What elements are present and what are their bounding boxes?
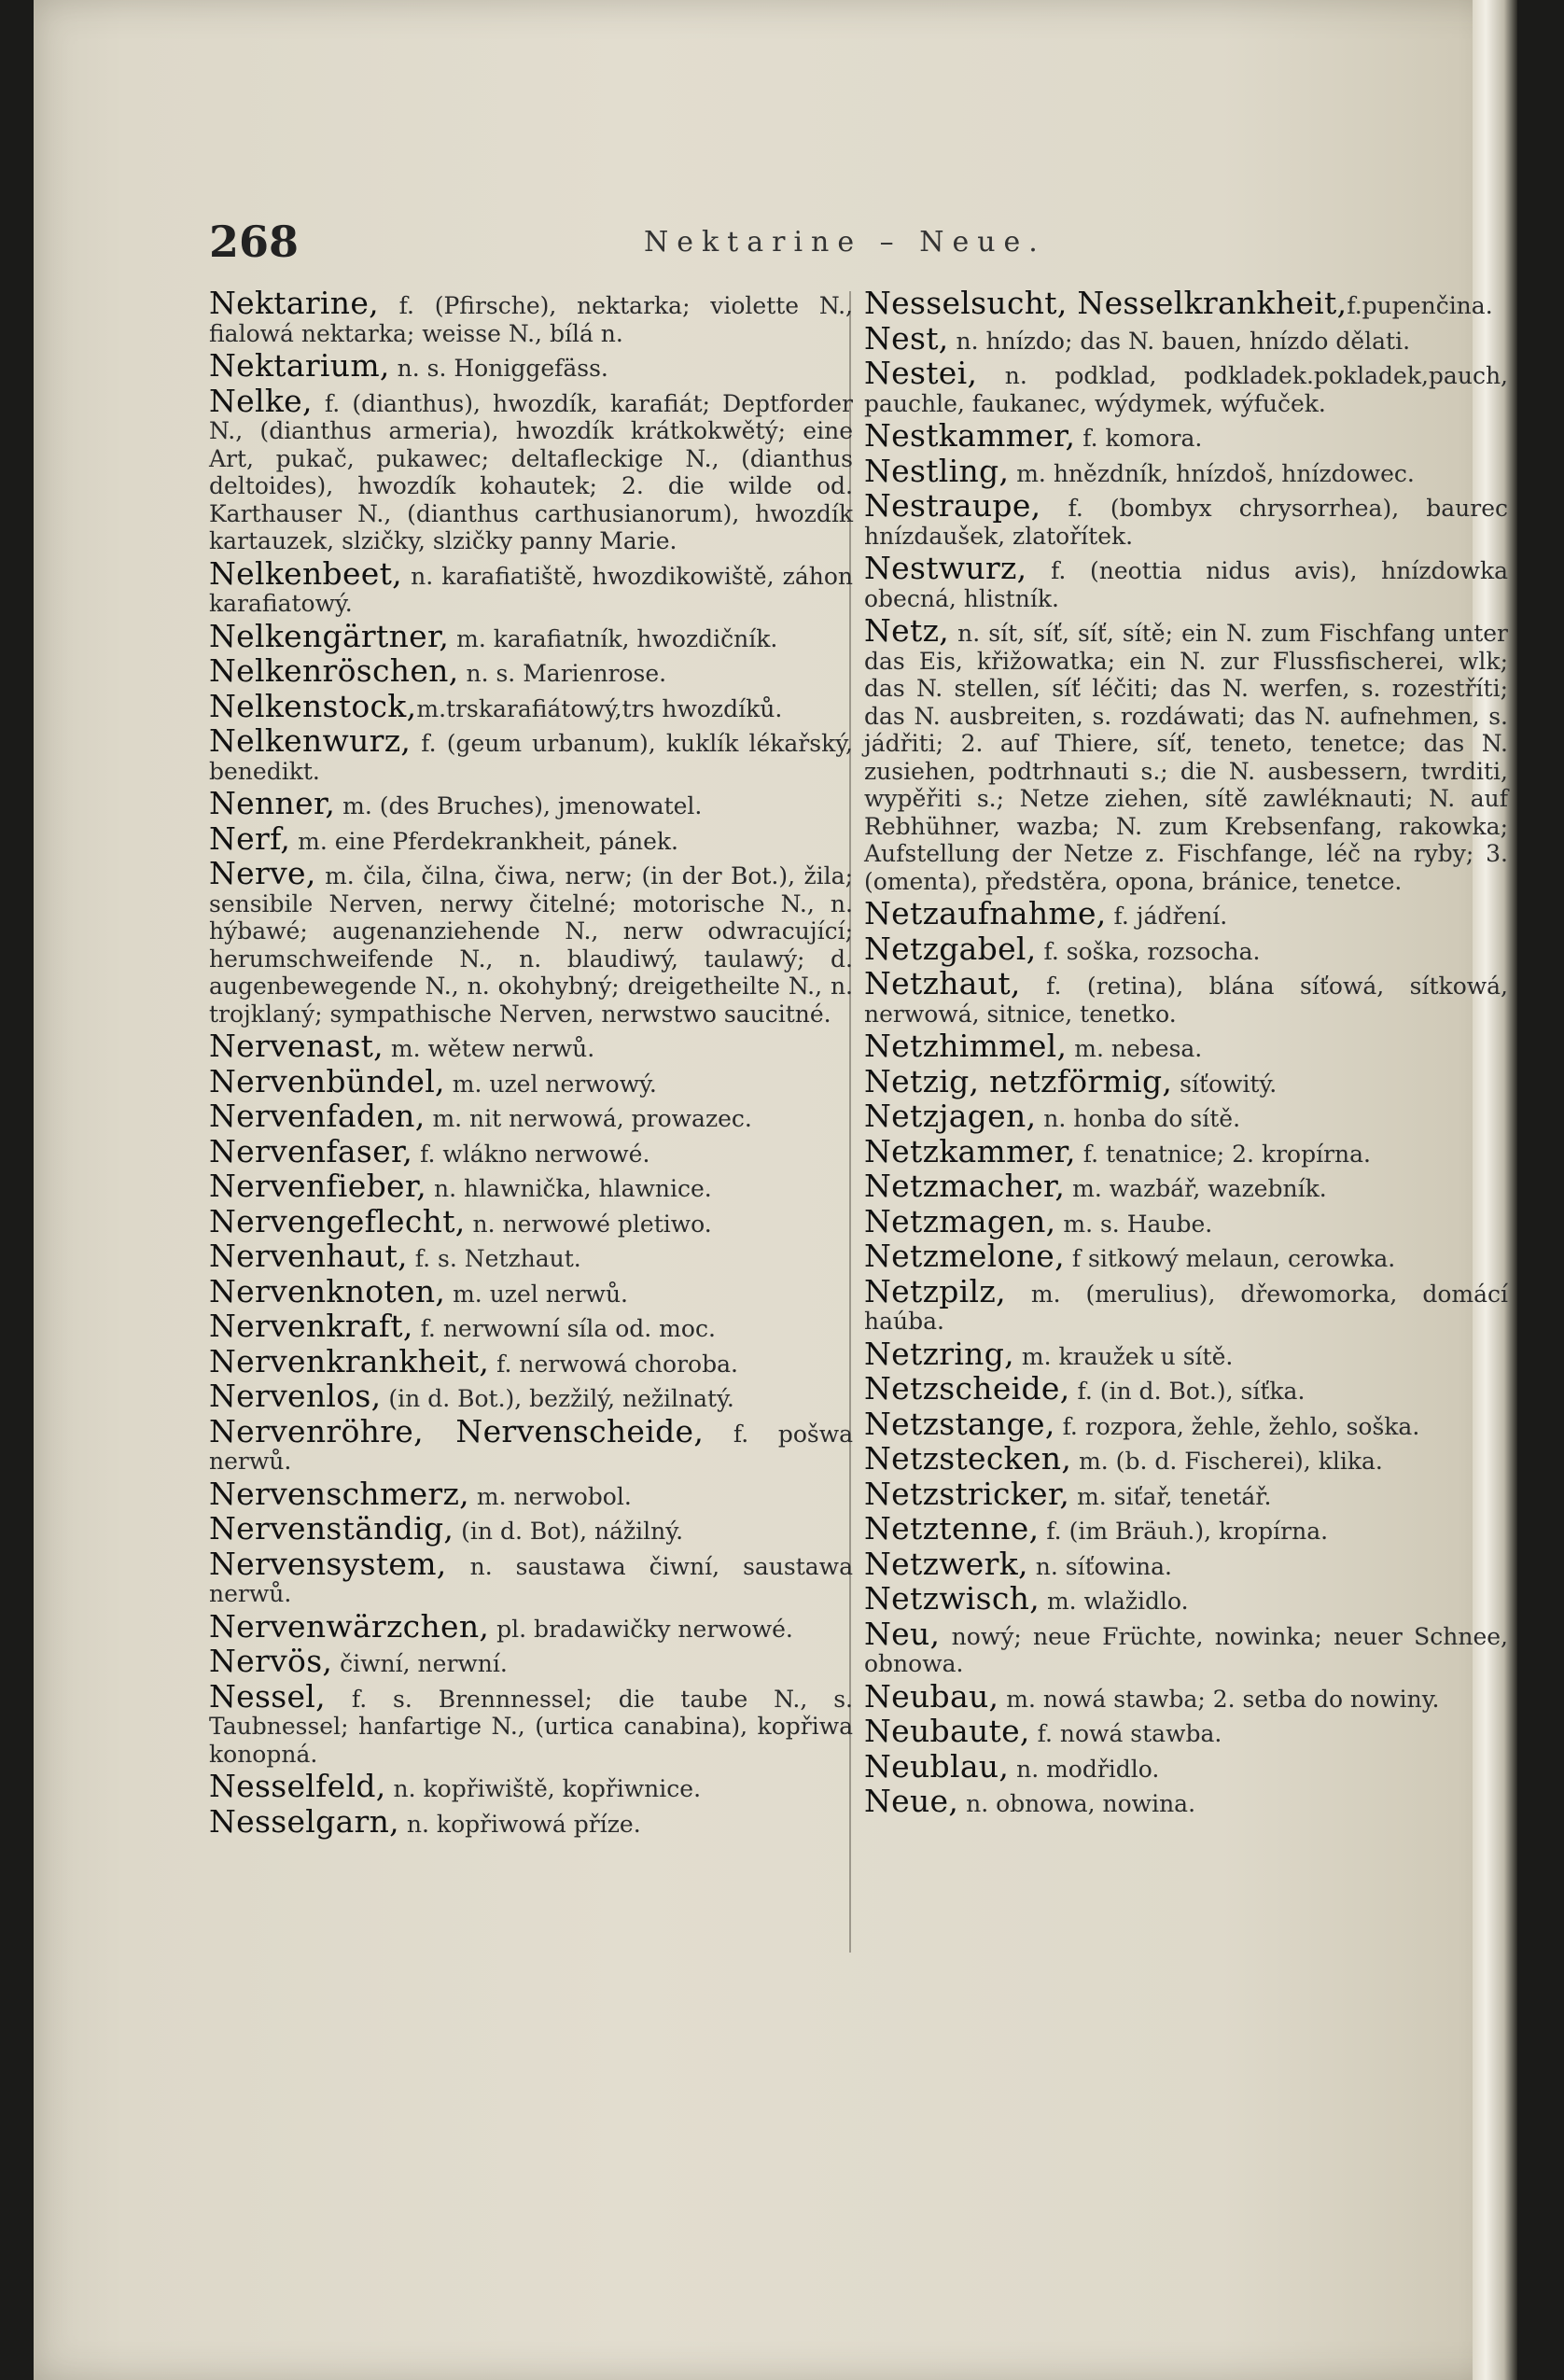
dictionary-entry: [209, 652, 853, 689]
dictionary-entry: [864, 1713, 1508, 1749]
entry-definition: f. tenatnice; 2. kropírna.: [1075, 1140, 1371, 1168]
entry-definition: n. nerwowé pletiwo.: [465, 1210, 712, 1238]
page-header: [209, 217, 1450, 273]
entry-headword: Nervenwärzchen,: [209, 1607, 490, 1645]
entry-headword: Nervenkrankheit,: [209, 1342, 490, 1379]
dictionary-entry: [864, 1475, 1508, 1512]
entry-headword: Nelkenbeet,: [209, 554, 402, 592]
dictionary-entry: [209, 1545, 853, 1608]
dictionary-entry: [864, 930, 1508, 967]
left-column: [209, 285, 854, 1842]
dictionary-entry: [209, 687, 853, 724]
entry-definition: m. (merulius), dřewomorka, domácí haúba.: [864, 1280, 1508, 1335]
entry-definition: f sitkowý melaun, cerowka.: [1064, 1245, 1396, 1272]
entry-headword: Netzgabel,: [864, 930, 1037, 967]
entry-definition: f. nowá stawba.: [1029, 1720, 1222, 1747]
entry-headword: Nestkammer,: [864, 417, 1076, 454]
dictionary-entry: [209, 1098, 853, 1134]
entry-definition: f. (neottia nidus avis), hnízdowka obecná, hlistník.: [864, 557, 1508, 612]
entry-definition: f. (in d. Bot.), síťka.: [1069, 1378, 1306, 1405]
entry-headword: Netzring,: [864, 1335, 1014, 1372]
entry-definition: m. nebesa.: [1067, 1035, 1203, 1062]
entry-definition: n. karafiatiště, hwozdikowiště, záhon karafiatowý.: [209, 562, 853, 617]
entry-definition: m. nowá stawba; 2. setba do nowiny.: [998, 1685, 1440, 1713]
dictionary-entry: [864, 1510, 1508, 1547]
entry-definition: n. modřidlo.: [1009, 1755, 1160, 1783]
dictionary-entry: [864, 1405, 1508, 1442]
dictionary-entry: [864, 1028, 1508, 1064]
right-column: [864, 285, 1508, 1823]
entry-headword: Netz,: [864, 612, 950, 649]
entry-headword: Nelkenröschen,: [209, 652, 459, 689]
entry-headword: Neue,: [864, 1783, 959, 1819]
entry-definition: m. (des Bruches), jmenowatel.: [335, 792, 703, 819]
entry-headword: Nesselgarn,: [209, 1802, 399, 1840]
dictionary-entry: [864, 1335, 1508, 1372]
entry-headword: Nektarine,: [209, 285, 379, 321]
entry-headword: Nelkengärtner,: [209, 617, 450, 654]
entry-definition: n. honba do sítě.: [1036, 1105, 1241, 1132]
entry-headword: Netzwerk,: [864, 1545, 1028, 1582]
entry-headword: Nestei,: [864, 355, 978, 391]
dictionary-entry: [209, 1238, 853, 1274]
dictionary-entry: [209, 722, 853, 785]
entry-definition: f. nerwowá choroba.: [489, 1350, 738, 1378]
entry-headword: Netzjagen,: [864, 1098, 1037, 1134]
entry-definition: m.trskarafiátowý,trs hwozdíků.: [416, 694, 783, 722]
entry-headword: Nervenfaser,: [209, 1132, 413, 1169]
dictionary-entry: [864, 965, 1508, 1028]
entry-headword: Netzpilz,: [864, 1272, 1006, 1309]
entry-headword: Neublau,: [864, 1747, 1010, 1785]
dictionary-entry: [864, 1238, 1508, 1274]
entry-headword: Nestwurz,: [864, 550, 1027, 586]
entry-headword: Neubaute,: [864, 1713, 1030, 1749]
entry-definition: f. s. Netzhaut.: [407, 1245, 581, 1272]
dictionary-entry: [209, 347, 853, 384]
entry-definition: f. komora.: [1075, 425, 1203, 452]
entry-headword: Nelkenstock,: [209, 687, 417, 724]
dictionary-entry: [864, 895, 1508, 931]
dictionary-entry: [864, 1615, 1508, 1678]
dictionary-entry: [864, 1098, 1508, 1134]
dictionary-entry: [209, 1802, 853, 1840]
dictionary-entry: [864, 1272, 1508, 1336]
entry-headword: Netzmelone,: [864, 1238, 1065, 1274]
dictionary-entry: [209, 1643, 853, 1679]
entry-definition: n. obnowa, nowina.: [958, 1790, 1196, 1817]
dictionary-entry: [209, 554, 853, 618]
entry-headword: Neu,: [864, 1615, 941, 1652]
entry-definition: f. soška, rozsocha.: [1036, 937, 1261, 965]
dictionary-entry: [209, 382, 853, 555]
entry-headword: Nervenkraft,: [209, 1308, 413, 1344]
entry-definition: m. wětew nerwů.: [383, 1035, 595, 1062]
dictionary-entry: [864, 1202, 1508, 1239]
dictionary-entry: [209, 617, 853, 654]
entry-definition: m. s. Haube.: [1055, 1210, 1213, 1238]
running-head: Nektarine – Neue.: [644, 226, 1046, 259]
entry-headword: Nest,: [864, 319, 949, 357]
entry-definition: pl. bradawičky nerwowé.: [489, 1615, 793, 1643]
dictionary-page: [34, 0, 1517, 2380]
entry-headword: Netztenne,: [864, 1510, 1040, 1547]
entry-definition: n. kopřiwowá příze.: [398, 1810, 641, 1838]
entry-definition: m. (b. d. Fischerei), klika.: [1071, 1448, 1383, 1475]
dictionary-entry: [864, 1783, 1508, 1819]
entry-headword: Netzstecken,: [864, 1440, 1072, 1477]
entry-headword: Netzwisch,: [864, 1580, 1040, 1617]
entry-headword: Nervenfieber,: [209, 1168, 427, 1204]
entry-headword: Nesselfeld,: [209, 1768, 386, 1804]
entry-definition: n. saustawa čiwní, saustawa nerwů.: [209, 1552, 853, 1607]
dictionary-entry: [209, 1062, 853, 1099]
entry-headword: Nervenlos,: [209, 1378, 382, 1414]
entry-headword: Nervenknoten,: [209, 1272, 446, 1309]
entry-definition: n. hlawnička, hlawnice.: [426, 1175, 712, 1202]
entry-headword: Netzkammer,: [864, 1132, 1076, 1169]
entry-definition: n. kopřiwiště, kopřiwnice.: [385, 1775, 702, 1802]
entry-headword: Nenner,: [209, 785, 336, 821]
entry-definition: f. (retina), blána síťowá, sítkowá, nerwowá, sitnice, tenetko.: [864, 973, 1508, 1028]
entry-definition: f. (im Bräuh.), kropírna.: [1039, 1518, 1329, 1545]
entry-definition: f. (dianthus), hwozdík, karafiát; Deptforder N., (dianthus armeria), hwozdík krátkokwětý; eine Art, pukač, pukawec; deltafleckige N., (dianthus deltoides), hwozdík kohautek; 2. die wilde od. Karthauser N., (dianthus carthusianorum), hwozdík kartauzek, slzičky, slzičky panny Marie.: [209, 389, 853, 554]
dictionary-entry: [864, 1580, 1508, 1617]
entry-headword: Netzaufnahme,: [864, 895, 1107, 931]
dictionary-entry: [209, 1475, 853, 1512]
entry-definition: čiwní, nerwní.: [332, 1650, 508, 1677]
entry-headword: Nervös,: [209, 1643, 333, 1679]
entry-headword: Nervenbündel,: [209, 1062, 445, 1099]
dictionary-entry: [209, 1168, 853, 1204]
entry-headword: Nestling,: [864, 452, 1010, 489]
entry-headword: Nestraupe,: [864, 487, 1041, 524]
entry-headword: Nessel,: [209, 1677, 326, 1715]
entry-headword: Netzstricker,: [864, 1475, 1070, 1512]
entry-definition: m. eine Pferdekrankheit, pánek.: [290, 827, 679, 855]
entry-definition: f. (Pfirsche), nektarka; violette N., fialowá nektarka; weisse N., bílá n.: [209, 292, 853, 347]
entry-definition: m. karafiatník, hwozdičník.: [449, 624, 778, 652]
entry-definition: n. sít, síť, síť, sítě; ein N. zum Fischfang unter das Eis, křižowatka; ein N. zur Flussfischerei, wlk; das N. stellen, síť léčiti; das N. werfen, s. rozestříti; das N. ausbreiten, s. rozdáwati; das N. aufnehmen, s. jádřiti; 2. auf Thiere, síť, teneto, tenetce; das N. zusiehen, podtrhnauti s.; die N. ausbessern, twrditi, wypěřiti s.; Netze ziehen, sítě zawléknauti; N. auf Rebhühner, wazba; N. zum Krebsenfang, rakowka; Aufstellung der Netze z. Fischfange, léč na ryby; 3. (omenta), předstěra, opona, bránice, tenetce.: [864, 620, 1508, 895]
entry-headword: Netzscheide,: [864, 1370, 1070, 1407]
entry-headword: Nelke,: [209, 382, 313, 419]
entry-headword: Nervensystem,: [209, 1545, 447, 1582]
entry-definition: m. wazbář, wazebník.: [1065, 1175, 1327, 1202]
entry-headword: Netzig, netzförmig,: [864, 1062, 1173, 1099]
entry-definition: n. s. Marienrose.: [458, 660, 667, 687]
entry-headword: Netzhimmel,: [864, 1028, 1068, 1064]
dictionary-entry: [209, 1378, 853, 1414]
entry-headword: Nesselsucht, Nesselkrankheit,: [864, 285, 1348, 321]
entry-headword: Neubau,: [864, 1677, 999, 1715]
entry-definition: f. (geum urbanum), kuklík lékařský, benedikt.: [209, 730, 853, 785]
page-number: 268: [209, 217, 300, 267]
entry-definition: m. nerwobol.: [468, 1482, 632, 1510]
entry-headword: Netzmagen,: [864, 1202, 1056, 1239]
entry-headword: Nervengeflecht,: [209, 1202, 466, 1239]
entry-definition: m. siťař, tenetář.: [1069, 1482, 1272, 1510]
dictionary-entry: [864, 319, 1508, 357]
dictionary-entry: [209, 1677, 853, 1769]
dictionary-entry: [209, 1132, 853, 1169]
entry-headword: Netzmacher,: [864, 1168, 1066, 1204]
entry-definition: f. jádření.: [1106, 903, 1228, 930]
entry-definition: n. síťowina.: [1027, 1552, 1173, 1580]
dictionary-entry: [864, 452, 1508, 489]
dictionary-entry: [864, 1370, 1508, 1407]
dictionary-entry: [209, 1607, 853, 1645]
entry-definition: m. uzel nerwů.: [445, 1280, 629, 1308]
entry-headword: Nervenschmerz,: [209, 1475, 469, 1512]
entry-definition: n. s. Honiggefäss.: [389, 355, 608, 382]
dictionary-entry: [209, 819, 853, 857]
entry-definition: m. hnězdník, hnízdoš, hnízdowec.: [1009, 459, 1415, 487]
dictionary-entry: [864, 487, 1508, 550]
dictionary-entry: [209, 1028, 853, 1064]
dictionary-entry: [209, 1272, 853, 1309]
entry-definition: f. wlákno nerwowé.: [412, 1140, 650, 1168]
entry-headword: Nerve,: [209, 855, 316, 891]
entry-headword: Netzhaut,: [864, 965, 1021, 1001]
dictionary-entry: [209, 1510, 853, 1547]
dictionary-entry: [864, 612, 1508, 895]
entry-definition: m. uzel nerwowý.: [444, 1070, 657, 1098]
dictionary-entry: [209, 1202, 853, 1239]
entry-definition: f. pošwa nerwů.: [209, 1420, 854, 1475]
entry-headword: Nervenröhre, Nervenscheide,: [209, 1412, 705, 1449]
dictionary-entry: [864, 285, 1508, 321]
dictionary-entry: [864, 1747, 1508, 1785]
entry-definition: f. nerwowní síla od. moc.: [412, 1315, 716, 1342]
entry-definition: (in d. Bot.), bezžilý, nežilnatý.: [381, 1385, 734, 1412]
dictionary-entry: [209, 1308, 853, 1344]
dictionary-entry: [864, 1440, 1508, 1477]
dictionary-entry: [864, 1062, 1508, 1099]
dictionary-entry: [864, 1545, 1508, 1582]
dictionary-entry: [864, 1168, 1508, 1204]
entry-headword: Nektarium,: [209, 347, 390, 384]
entry-definition: m. wlažidlo.: [1040, 1588, 1189, 1615]
dictionary-entry: [864, 355, 1508, 417]
dictionary-entry: [864, 1677, 1508, 1715]
entry-definition: (in d. Bot), nážilný.: [454, 1518, 684, 1545]
dictionary-entry: [209, 1412, 854, 1476]
dictionary-entry: [864, 550, 1508, 612]
entry-definition: nowý; neue Früchte, nowinka; neuer Schnee, obnowa.: [864, 1622, 1508, 1677]
dictionary-entry: [864, 417, 1508, 454]
entry-definition: m. čila, čilna, čiwa, nerw; (in der Bot.), žila; sensibile Nerven, nerwy čitelné; motorische N., n. hýbawé; augenanziehende N., nerw odwracující; herumschweifende N., n. blaudiwý, taulawý; d. augenbewegende N., n. okohybný; dreigetheilte N., n. trojklaný; sympathische Nerven, nerwstwo saucitné.: [209, 862, 853, 1028]
entry-definition: f. rozpora, žehle, žehlo, soška.: [1054, 1412, 1420, 1440]
entry-headword: Nervenfaden,: [209, 1098, 426, 1134]
entry-headword: Nervenast,: [209, 1028, 384, 1064]
entry-definition: n. podklad, podkladek.pokladek,pauch, pauchle, faukanec, wýdymek, wýfuček.: [864, 362, 1508, 417]
entry-definition: m. kraužek u sítě.: [1013, 1342, 1234, 1370]
entry-definition: f. s. Brennnessel; die taube N., s. Taubnessel; hanfartige N., (urtica canabina), kopřiwa konopná.: [209, 1685, 853, 1768]
entry-definition: síťowitý.: [1172, 1070, 1278, 1098]
entry-headword: Nerf,: [209, 819, 291, 857]
dictionary-entry: [209, 785, 853, 821]
entry-headword: Nelkenwurz,: [209, 722, 412, 759]
dictionary-entry: [209, 1342, 853, 1379]
entry-definition: m. nit nerwowá, prowazec.: [425, 1105, 752, 1132]
dictionary-entry: [864, 1132, 1508, 1169]
entry-headword: Nervenständig,: [209, 1510, 454, 1547]
entry-definition: n. hnízdo; das N. bauen, hnízdo dělati.: [948, 327, 1411, 355]
dictionary-entry: [209, 285, 853, 347]
entry-headword: Netzstange,: [864, 1405, 1055, 1442]
dictionary-entry: [209, 1768, 853, 1804]
entry-headword: Nervenhaut,: [209, 1238, 408, 1274]
entry-definition: f. (bombyx chrysorrhea), baurec hnízdaušek, zlatořítek.: [864, 495, 1508, 550]
entry-definition: f.pupenčina.: [1347, 292, 1493, 319]
dictionary-entry: [209, 855, 853, 1028]
